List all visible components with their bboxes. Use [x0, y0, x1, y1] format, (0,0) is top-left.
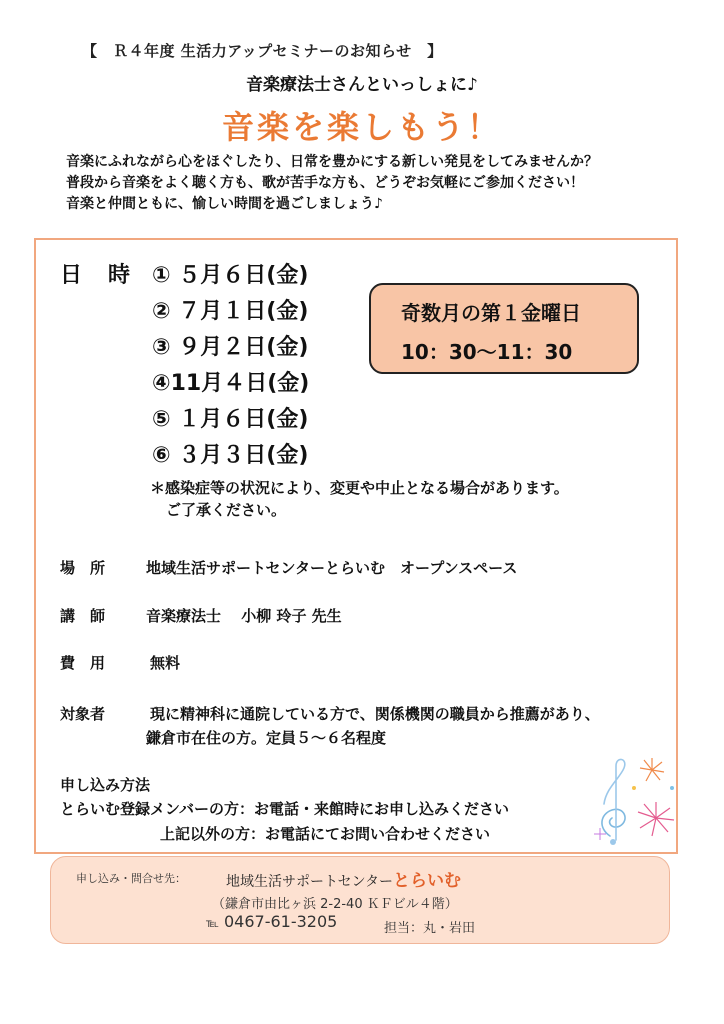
- phone-number: 0467-61-3205: [223, 912, 338, 931]
- target-label: 対象者: [60, 705, 106, 723]
- schedule-date: ⑤ １月６日(金): [152, 407, 309, 432]
- callout-day: 奇数月の第１金曜日: [401, 301, 581, 325]
- schedule-date: ④11月４日(金): [152, 371, 310, 396]
- schedule-label: 日 時: [60, 263, 133, 288]
- intro-line: 音楽と仲間ともに、愉しい時間を過ごしましょう♪: [66, 196, 383, 212]
- org-prefix: 地域生活サポートセンター: [226, 874, 394, 890]
- subtitle: 音楽療法士さんといっしょに♪: [246, 75, 478, 95]
- schedule-note-2: ご了承ください。: [166, 501, 287, 519]
- contact-phone: [206, 912, 337, 931]
- schedule-date: ① ５月６日(金): [152, 263, 309, 288]
- fee-label: 費 用: [60, 654, 106, 672]
- apply-members: とらいむ登録メンバーの方：お電話・来館時にお申し込みください: [60, 800, 509, 818]
- schedule-date: ⑥ ３月３日(金): [152, 443, 309, 468]
- contact-staff: 担当：丸・岩田: [384, 921, 476, 936]
- contact-organization: [226, 866, 461, 891]
- notice-heading: 【 Ｒ４年度 生活力アップセミナーのお知らせ 】: [82, 42, 443, 60]
- contact-address: （鎌倉市由比ヶ浜 2-2-40 ＫＦビル４階）: [212, 897, 458, 912]
- intro-text: [66, 152, 598, 215]
- schedule-date: ③ ９月２日(金): [152, 335, 309, 360]
- treble-clef-fireworks-icon: [590, 748, 686, 848]
- schedule-note: ＊感染症等の状況により、変更や中止となる場合があります。: [150, 479, 569, 497]
- target-value-2: 鎌倉市在住の方。定員５〜６名程度: [146, 729, 387, 747]
- time-callout: [369, 283, 639, 374]
- contact-label: 申し込み・問合せ先：: [76, 872, 186, 885]
- apply-others: 上記以外の方：お電話にてお問い合わせください: [160, 825, 491, 843]
- phone-icon: ℡: [206, 916, 219, 930]
- intro-line: 音楽にふれながら心をほぐしたり、日常を豊かにする新しい発見をしてみませんか？: [66, 154, 598, 170]
- callout-time: 10：30〜11：30: [401, 340, 573, 364]
- org-name: とらいむ: [393, 871, 462, 891]
- apply-title: 申し込み方法: [60, 776, 151, 794]
- lecturer-label: 講 師: [60, 607, 106, 625]
- fee-value: 無料: [150, 654, 181, 672]
- place-value: 地域生活サポートセンターとらいむ オープンスペース: [146, 559, 518, 577]
- target-value-1: 現に精神科に通院している方で、関係機関の職員から推薦があり、: [150, 705, 600, 723]
- lecturer-value: 音楽療法士 小柳 玲子 先生: [146, 607, 342, 625]
- place-label: 場 所: [60, 559, 106, 577]
- schedule-date: ② ７月１日(金): [152, 299, 309, 324]
- intro-line: 普段から音楽をよく聴く方も、歌が苦手な方も、どうぞお気軽にご参加ください！: [66, 175, 584, 191]
- page-title: 音楽を楽しもう！: [221, 108, 502, 146]
